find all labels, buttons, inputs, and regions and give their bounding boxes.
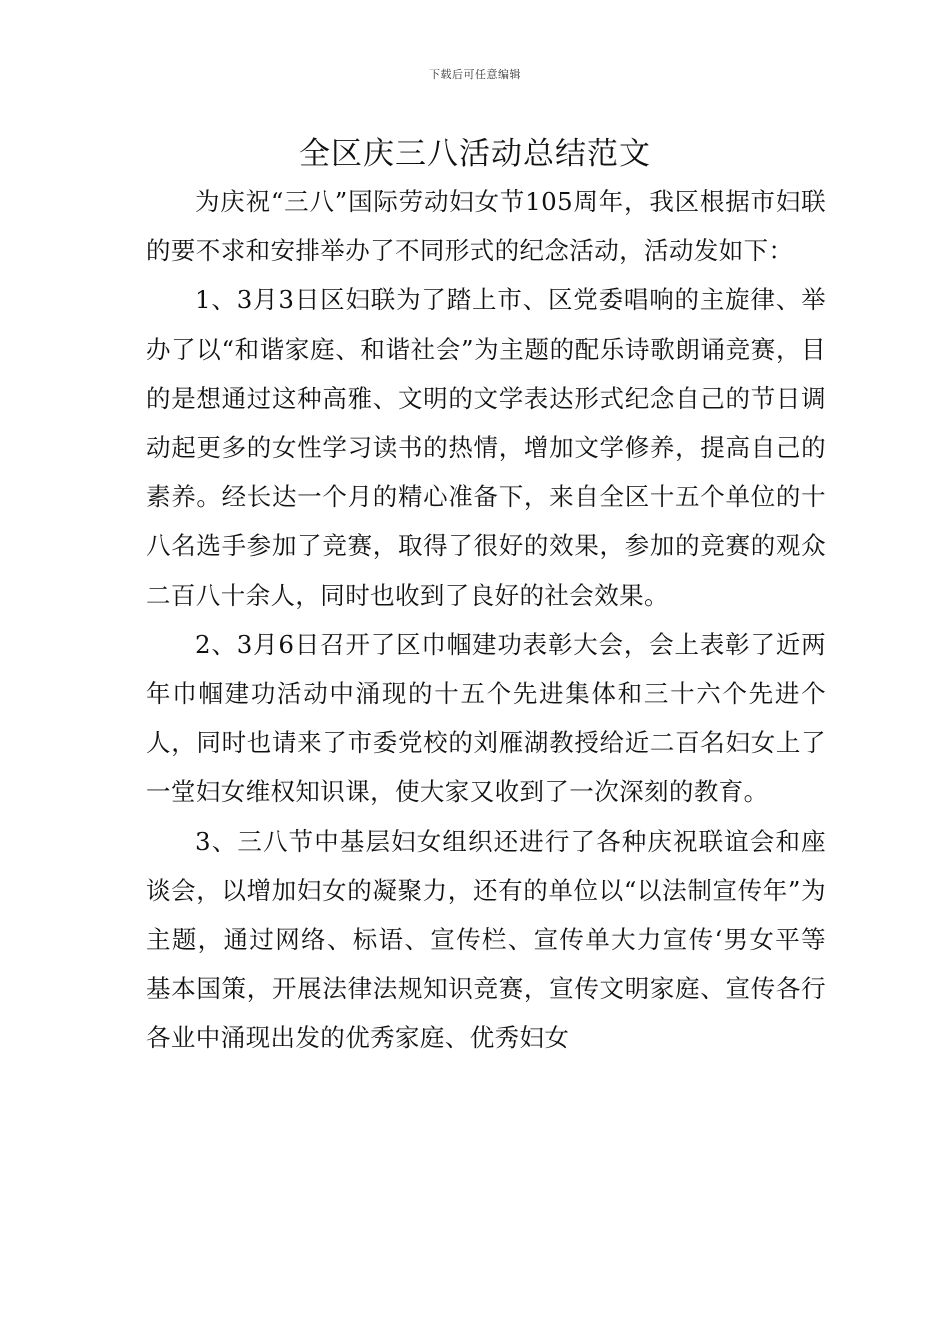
document-title: 全区庆三八活动总结范文	[299, 136, 651, 172]
paragraph-item-3: 3、三八节中基层妇女组织还进行了各种庆祝联谊会和座谈会，以增加妇女的凝聚力，还有的单位以“以法制宣传年”为主题，通过网络、标语、宣传栏、宣传单大力宣传‘男女平等基本国策，开展法律法规知识竞赛，宣传文明家庭、宣传各行各业中涌现出发的优秀家庭、优秀妇女	[146, 826, 826, 1053]
document-body	[146, 177, 826, 1063]
paragraph-intro: 为庆祝“三八”国际劳动妇女节105周年，我区根据市妇联的要不求和安排举办了不同形式的纪念活动，活动发如下：	[146, 187, 826, 266]
header-note: 下载后可任意编辑	[429, 68, 521, 81]
paragraph-item-2: 2、3月6日召开了区巾帼建功表彰大会，会上表彰了近两年巾帼建功活动中涌现的十五个先进集体和三十六个先进个人，同时也请来了市委党校的刘雁湖教授给近二百名妇女上了一堂妇女维权知识课，使大家又收到了一次深刻的教育。	[146, 629, 826, 807]
paragraph-item-1: 1、3月3日区妇联为了踏上市、区党委唱响的主旋律、举办了以“和谐家庭、和谐社会”为主题的配乐诗歌朗诵竞赛，目的是想通过这种高雅、文明的文学表达形式纪念自己的节日调动起更多的女性学习读书的热情，增加文学修养，提高自己的素养。经长达一个月的精心准备下，来自全区十五个单位的十八名选手参加了竞赛，取得了很好的效果，参加的竞赛的观众二百八十余人，同时也收到了良好的社会效果。	[146, 285, 826, 610]
